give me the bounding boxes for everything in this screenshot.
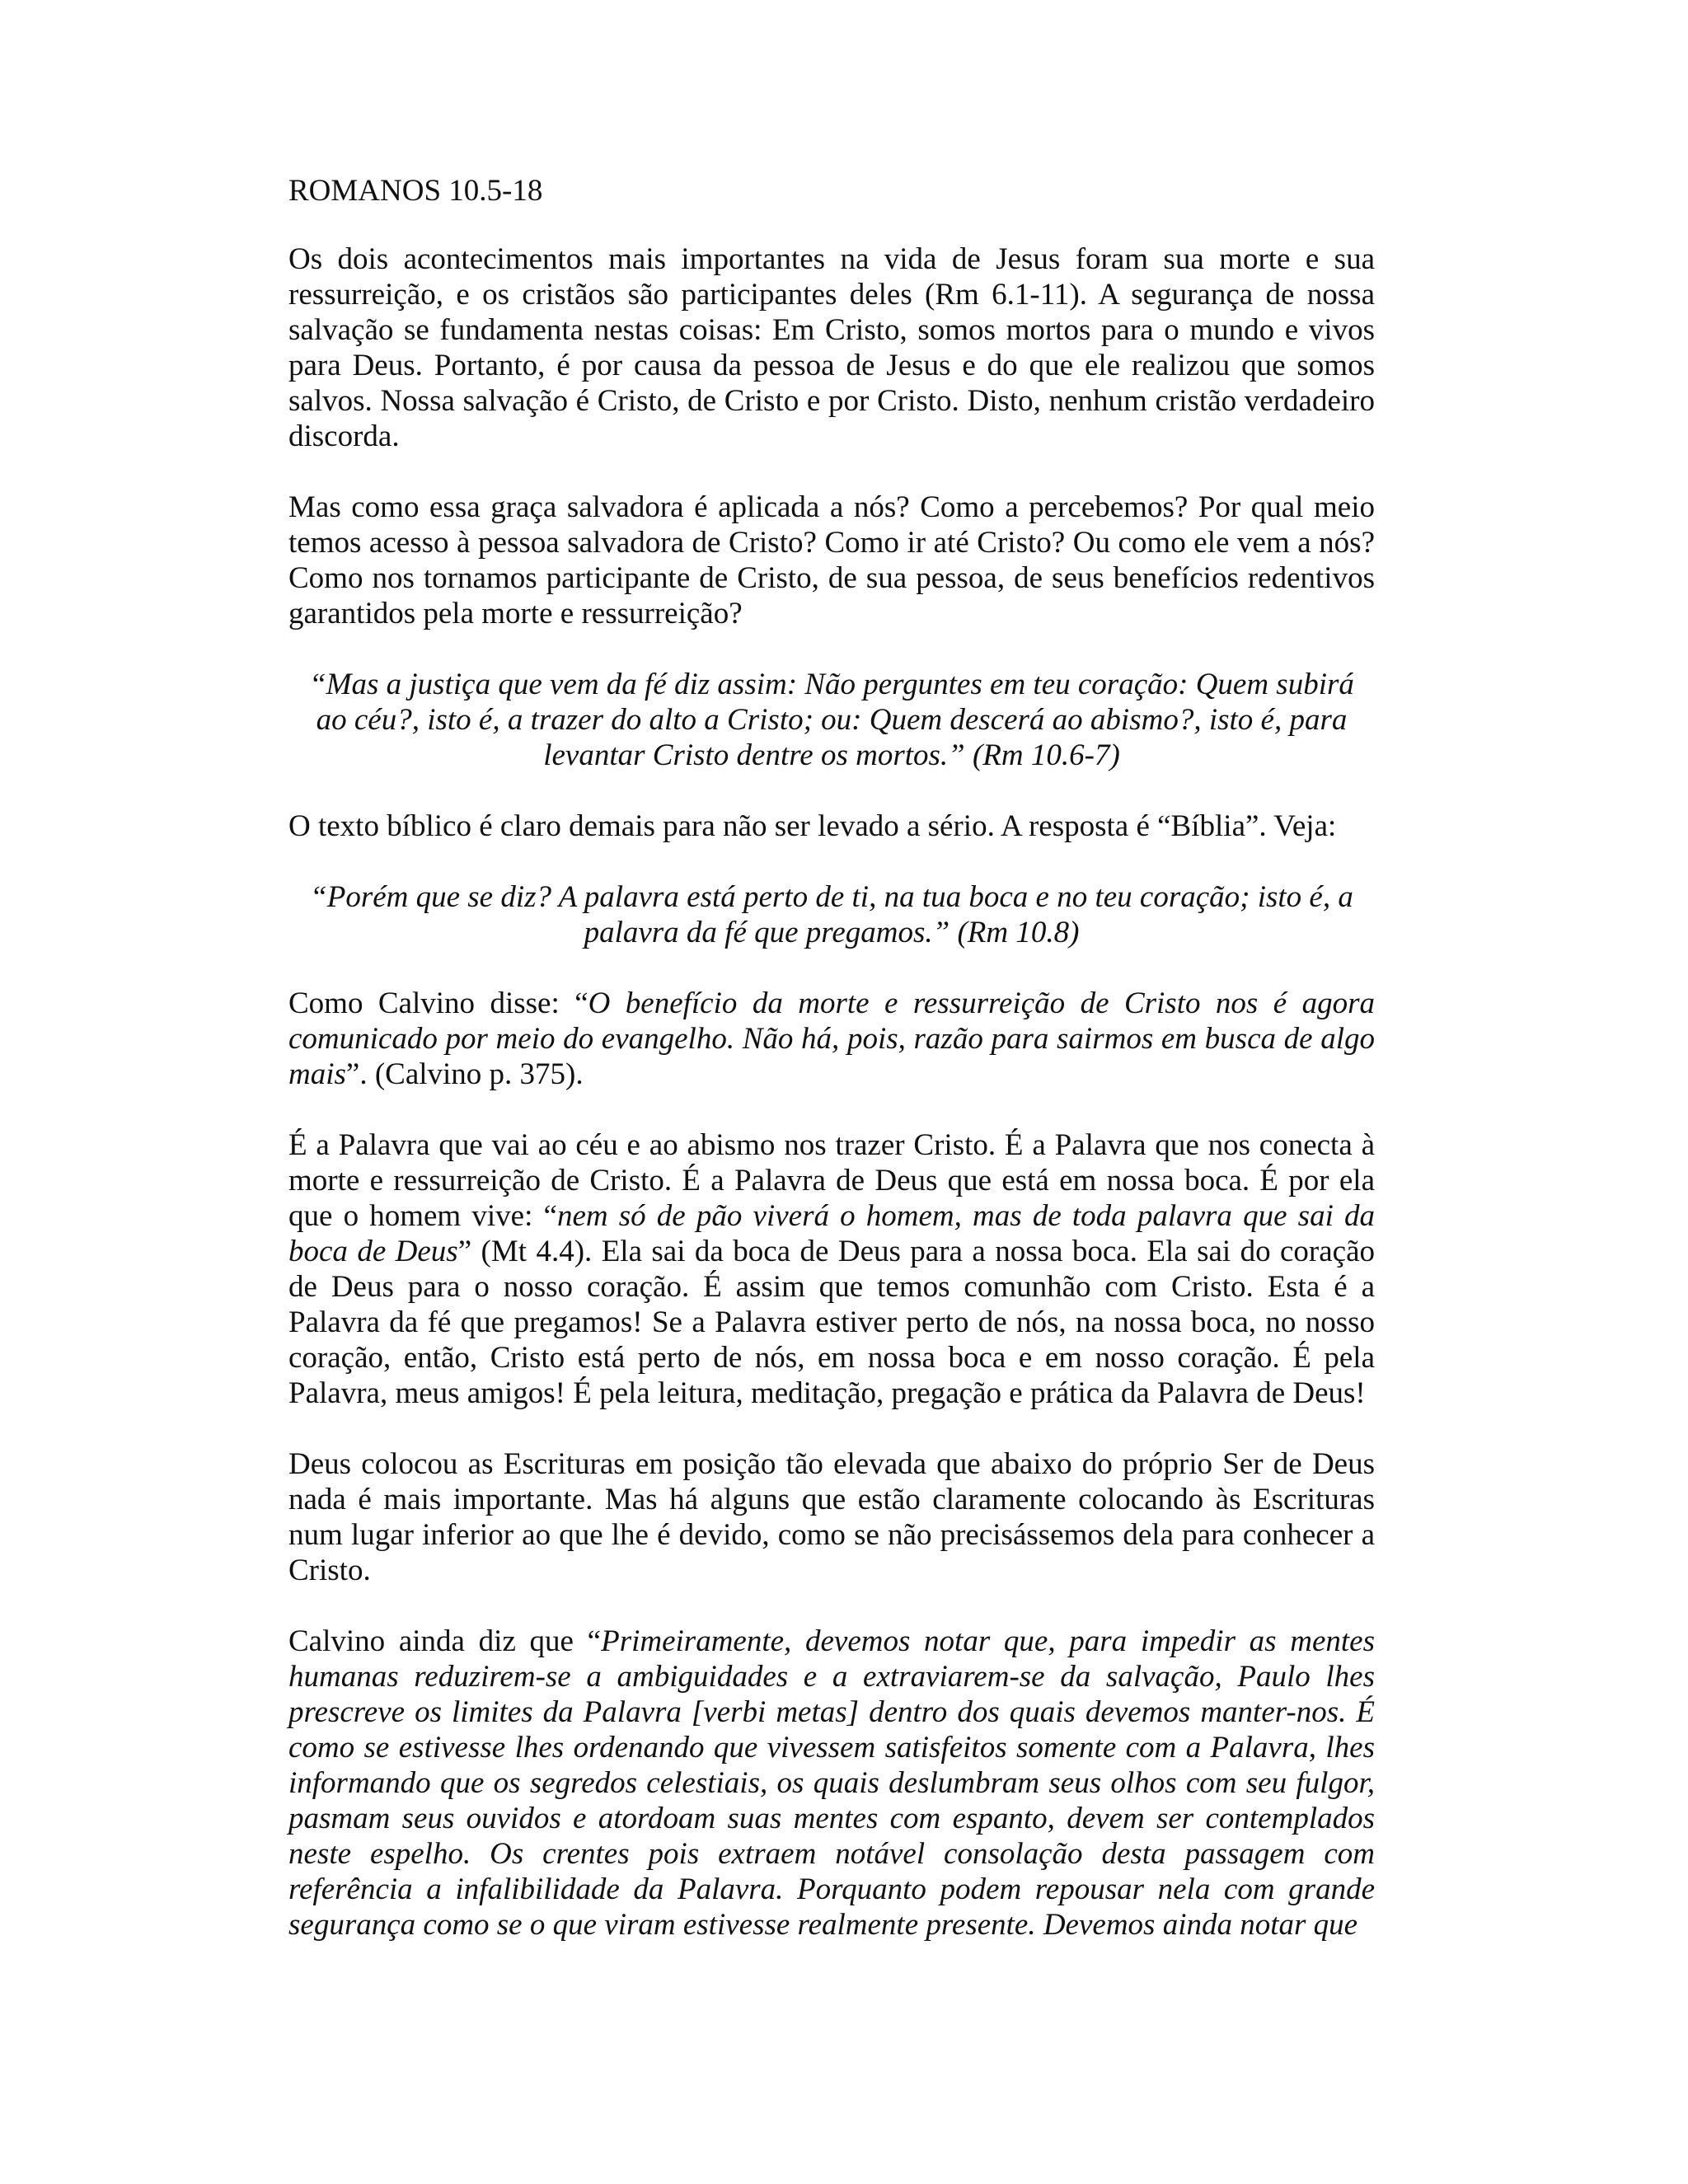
paragraph-2: Mas como essa graça salvadora é aplicada a nós? Como a percebemos? Por qual meio temos acesso à pessoa salvadora de Cristo? Como ir até Cristo? Ou como ele vem a nós? Como nos tornamos participante de Cristo, de sua pessoa, de seus benefícios redentivos garantidos pela morte e ressurreição? (288, 490, 1375, 630)
paragraph-7-lead: Calvino ainda diz que “ (288, 1624, 602, 1658)
paragraph-7-italic: Primeiramente, devemos notar que, para impedir as mentes humanas reduzirem-se a ambiguidades e a extraviarem-se da salvação, Paulo lhes prescreve os limites da Palavra [verbi metas] dentro dos quais devemos manter-nos. É como se estivesse lhes ordenando que vivessem satisfeitos somente com a Palavra, lhes informando que os segredos celestiais, os quais deslumbram seus olhos com seu fulgor, pasmam seus ouvidos e atordoam suas mentes com espanto, devem ser contemplados neste espelho. Os crentes pois extraem notável consolação desta passagem com referência a infalibilidade da Palavra. Porquanto podem repousar nela com grande segurança como se o que viram estivesse realmente presente. Devemos ainda notar que (288, 1624, 1375, 1942)
quote-rm-10-8: “Porém que se diz? A palavra está perto de ti, na tua boca e no teu coração; isto é, a palavra da fé que pregamos.” (Rm 10.8) (310, 880, 1353, 949)
paragraph-1: Os dois acontecimentos mais importantes na vida de Jesus foram sua morte e sua ressurreição, e os cristãos são participantes deles (Rm 6.1-11). A segurança de nossa salvação se fundamenta nestas coisas: Em Cristo, somos mortos para o mundo e vivos para Deus. Portanto, é por causa da pessoa de Jesus e do que ele realizou que somos salvos. Nossa salvação é Cristo, de Cristo e por Cristo. Disto, nenhum cristão verdadeiro discorda. (288, 242, 1375, 453)
paragraph-4-tail: ”. (Calvino p. 375). (345, 1057, 584, 1091)
paragraph-6: Deus colocou as Escrituras em posição tão elevada que abaixo do próprio Ser de Deus nada é mais importante. Mas há alguns que estão claramente colocando às Escrituras num lugar inferior ao que lhe é devido, como se não precisássemos dela para conhecer a Cristo. (288, 1447, 1375, 1587)
paragraph-5-tail: ” (Mt 4.4). Ela sai da boca de Deus para a nossa boca. Ela sai do coração de Deus para o nosso coração. É assim que temos comunhão com Cristo. Esta é a Palavra da fé que pregamos! Se a Palavra estiver perto de nós, na nossa boca, no nosso coração, então, Cristo está perto de nós, em nossa boca e em nosso coração. É pela Palavra, meus amigos! É pela leitura, meditação, pregação e prática da Palavra de Deus! (288, 1235, 1375, 1410)
paragraph-3: O texto bíblico é claro demais para não ser levado a sério. A resposta é “Bíblia”. Veja: (288, 809, 1337, 843)
paragraph-4-calvino-quote (288, 986, 1375, 1092)
paragraph-5-lead: É a Palavra que vai ao céu e ao abismo nos trazer Cristo. É a Palavra que nos conecta à morte e ressurreição de Cristo. É a Palavra de Deus que está em nossa boca. É por ela que o homem vive: “ (288, 1128, 1375, 1233)
paragraph-5 (288, 1127, 1375, 1411)
paragraph-7 (288, 1624, 1375, 1943)
quote-rm-10-6-7: “Mas a justiça que vem da fé diz assim: Não perguntes em teu coração: Quem subirá ao céu?, isto é, a trazer do alto a Cristo; ou: Quem descerá ao abismo?, isto é, para levantar Cristo dentre os mortos.” (Rm 10.6-7) (309, 668, 1354, 772)
document-heading: ROMANOS 10.5-18 (288, 174, 543, 208)
paragraph-4-italic: O benefício da morte e ressurreição de Cristo nos é agora comunicado por meio do evangelho. Não há, pois, razão para sairmos em busca de algo mais (288, 987, 1375, 1091)
paragraph-5-italic: nem só de pão viverá o homem, mas de toda palavra que sai da boca de Deus (288, 1199, 1376, 1268)
paragraph-4-lead: Como Calvino disse: “ (288, 987, 588, 1020)
document-page (288, 173, 1375, 1978)
